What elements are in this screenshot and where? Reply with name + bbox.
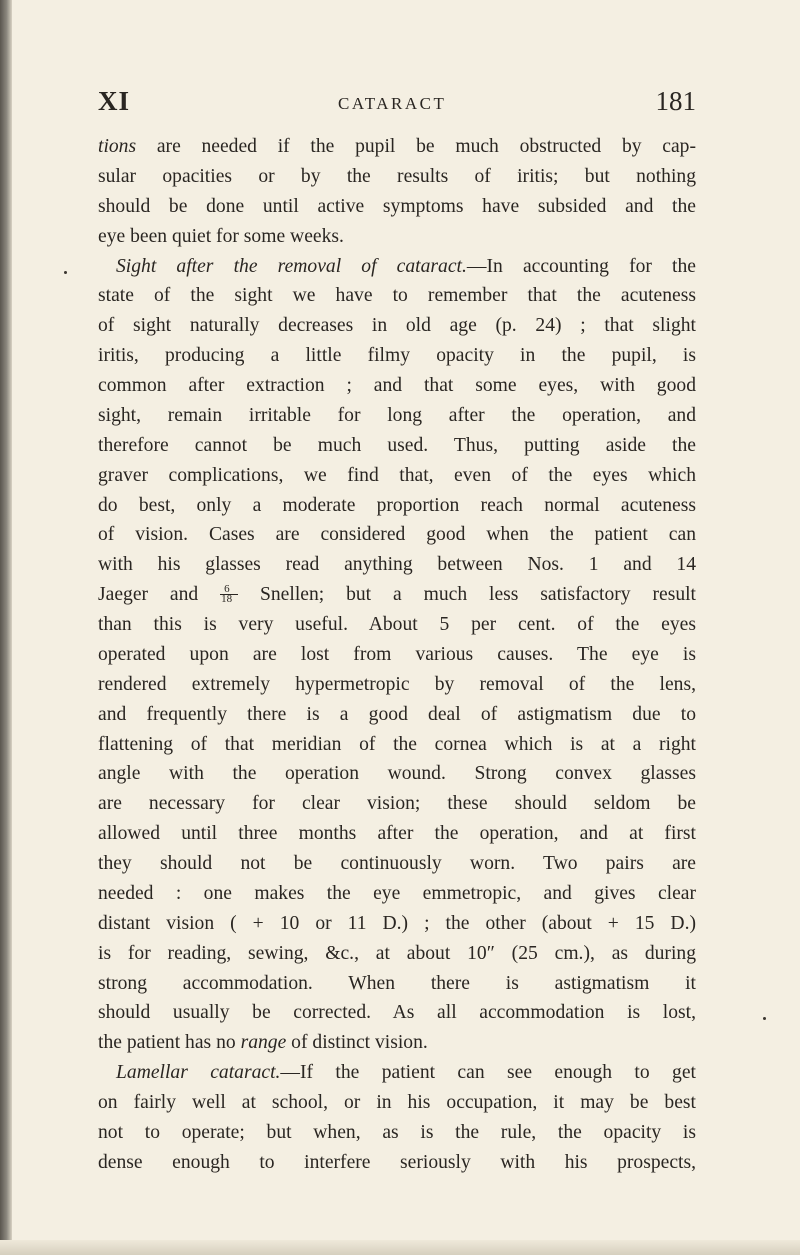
text-line — [98, 252, 696, 282]
text-line — [98, 1058, 696, 1088]
line-text: distant vision ( + 10 or 11 D.) ; the other (about + 15 D.) — [98, 912, 696, 934]
text-line — [98, 1028, 696, 1058]
line-text: rendered extremely hypermetropic by removal of the lens, — [98, 673, 696, 695]
page-number: 181 — [655, 86, 696, 116]
line-text: are necessary for clear vision; these should seldom be — [98, 793, 696, 815]
text-line — [98, 610, 696, 640]
line-text: is for reading, sewing, &c., at about 10″ (25 cm.), as during — [98, 942, 696, 964]
line-text: common after extraction ; and that some eyes, with good — [98, 375, 696, 396]
line-text: —If the patient can see enough to get — [280, 1062, 696, 1084]
snellen-fraction — [220, 584, 238, 604]
section-heading-sight-after-removal: Sight after the removal of cataract. — [116, 255, 467, 277]
text-line — [98, 909, 696, 939]
line-text: angle with the operation wound. Strong convex glasses — [98, 763, 696, 785]
text-line — [98, 879, 696, 909]
text-line — [98, 401, 696, 431]
line-text: allowed until three months after the operation, and at first — [98, 823, 696, 845]
text-line — [98, 939, 696, 969]
text-line — [98, 341, 696, 371]
text-line — [98, 520, 696, 550]
line-text: should usually be corrected. As all accommodation is lost, — [98, 1002, 696, 1024]
text-line — [98, 1148, 696, 1178]
text-line — [98, 222, 696, 252]
text-line — [98, 849, 696, 879]
text-line — [98, 580, 696, 610]
line-text: with his glasses read anything between Nos. 1 and 14 — [98, 554, 696, 576]
line-text: of sight naturally decreases in old age (p. 24) ; that slight — [98, 315, 696, 337]
text-line — [98, 311, 696, 341]
line-text: iritis, producing a little filmy opacity in the pupil, is — [98, 345, 696, 367]
text-line — [98, 132, 696, 162]
text-line — [98, 730, 696, 760]
text-line — [98, 461, 696, 491]
text-line — [98, 491, 696, 521]
chapter-number: XI — [98, 86, 131, 116]
text-line — [98, 998, 696, 1028]
text-line — [98, 431, 696, 461]
text-line — [98, 371, 696, 401]
line-text: they should not be continuously worn. Two pairs are — [98, 853, 696, 874]
line-text: flattening of that meridian of the cornea which is at a right — [98, 733, 696, 755]
line-text: of distinct vision. — [286, 1032, 428, 1054]
line-text: —In accounting for the — [466, 255, 696, 277]
line-text: of vision. Cases are considered good when the patient can — [98, 524, 696, 546]
line-text: Jaeger and — [98, 584, 221, 606]
margin-speck — [64, 271, 67, 274]
line-text: and frequently there is a good deal of astigmatism due to — [98, 703, 696, 725]
line-text: on fairly well at school, or in his occupation, it may be best — [98, 1092, 696, 1113]
text-line — [98, 1118, 696, 1148]
fraction-numerator: 6 — [224, 583, 230, 596]
text-line — [98, 700, 696, 730]
body-text — [98, 132, 696, 1178]
line-text: needed : one makes the eye emmetropic, and gives clear — [98, 882, 696, 904]
text-line — [98, 670, 696, 700]
text-line — [98, 162, 696, 192]
line-text: than this is very useful. About 5 per cent. of the eyes — [98, 614, 696, 635]
text-line — [98, 819, 696, 849]
fraction-denominator: 18 — [221, 593, 233, 606]
text-line — [98, 969, 696, 999]
line-text: are needed if the pupil be much obstructed by cap- — [136, 136, 696, 157]
line-text: should be done until active symptoms have subsided and the — [98, 195, 696, 217]
line-text: graver complications, we find that, even of the eyes which — [98, 464, 696, 486]
margin-speck — [763, 1017, 766, 1020]
text-line — [98, 789, 696, 819]
text-line — [98, 192, 696, 222]
line-text: therefore cannot be much used. Thus, putting aside the — [98, 434, 696, 456]
text-line — [98, 281, 696, 311]
running-title: CATARACT — [338, 94, 447, 113]
line-text: sular opacities or by the results of iritis; but nothing — [98, 165, 696, 187]
line-text: Snellen; but a much less satisfactory result — [259, 584, 696, 606]
italic-word: tions — [98, 136, 137, 157]
text-line — [98, 640, 696, 670]
line-text: not to operate; but when, as is the rule, the opacity is — [98, 1121, 696, 1143]
line-text: the patient has no — [98, 1032, 241, 1054]
line-text: operated upon are lost from various causes. The eye is — [98, 643, 696, 665]
italic-word: range — [240, 1032, 287, 1054]
line-text: strong accommodation. When there is astigmatism it — [98, 972, 696, 994]
text-line — [98, 550, 696, 580]
running-header — [98, 86, 696, 120]
text-line — [98, 1088, 696, 1118]
line-text: sight, remain irritable for long after the operation, and — [98, 404, 696, 426]
section-heading-lamellar-cataract: Lamellar cataract. — [116, 1062, 281, 1084]
line-text: do best, only a moderate proportion reach normal acuteness — [98, 494, 696, 516]
text-line — [98, 759, 696, 789]
line-text: state of the sight we have to remember that the acuteness — [98, 285, 696, 307]
line-text: eye been quiet for some weeks. — [98, 225, 344, 247]
line-text: dense enough to interfere seriously with his prospects, — [98, 1151, 696, 1173]
